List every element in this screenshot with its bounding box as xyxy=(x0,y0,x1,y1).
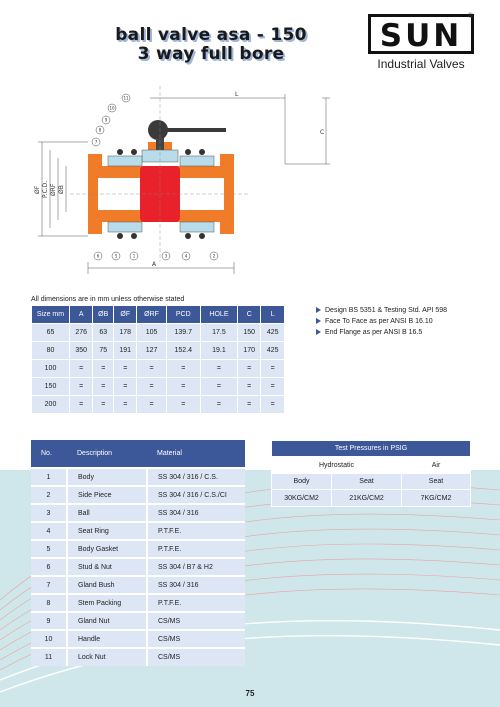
bullet-arrow-icon xyxy=(316,307,321,313)
table-cell: SS 304 / 316 xyxy=(147,576,245,594)
table-cell: = xyxy=(166,378,200,396)
table-row xyxy=(31,540,245,558)
title-line-2: 3 way full bore xyxy=(137,44,285,64)
table-cell: = xyxy=(93,360,114,378)
table-cell: 3 xyxy=(31,504,67,522)
table-cell: P.T.F.E. xyxy=(147,522,245,540)
table-cell: = xyxy=(70,378,93,396)
callout-9: 9 xyxy=(104,117,108,123)
col-rf: ØRF xyxy=(137,306,166,324)
dim-label-rf: ØRF xyxy=(50,183,57,196)
table-cell: Gland Bush xyxy=(67,576,147,594)
col-b: ØB xyxy=(93,306,114,324)
table-cell: 11 xyxy=(31,648,67,666)
table-cell: = xyxy=(166,360,200,378)
table-row xyxy=(31,594,245,612)
table-cell: = xyxy=(114,360,137,378)
table-row xyxy=(31,576,245,594)
table-cell: 178 xyxy=(114,324,137,342)
callout-6: 6 xyxy=(96,253,100,259)
table-cell: Body xyxy=(67,468,147,486)
table-cell: 8 xyxy=(31,594,67,612)
col-size: Size mm xyxy=(32,306,70,324)
list-item xyxy=(316,316,447,327)
table-row xyxy=(31,468,245,486)
table-cell: 4 xyxy=(31,522,67,540)
col-a: A xyxy=(70,306,93,324)
dimension-table xyxy=(31,305,285,414)
table-row xyxy=(31,486,245,504)
table-row xyxy=(32,342,285,360)
test-table-label-row xyxy=(272,474,471,490)
table-cell: Lock Nut xyxy=(67,648,147,666)
table-cell: = xyxy=(114,396,137,414)
table-cell: Seat Ring xyxy=(67,522,147,540)
table-cell: 150 xyxy=(238,324,261,342)
page-number: 75 xyxy=(245,689,255,698)
test-table-value-row xyxy=(272,490,471,507)
table-cell: 1 xyxy=(31,468,67,486)
table-cell: Body Gasket xyxy=(67,540,147,558)
dimensions-note: All dimensions are in mm unless otherwise stated xyxy=(31,296,185,303)
table-cell: Gland Nut xyxy=(67,612,147,630)
table-row xyxy=(32,324,285,342)
table-cell: 6 xyxy=(31,558,67,576)
dim-label-l: L xyxy=(235,91,239,98)
value-body: 30KG/CM2 xyxy=(272,490,332,507)
table-cell: Ball xyxy=(67,504,147,522)
table-cell: 9 xyxy=(31,612,67,630)
table-cell: Handle xyxy=(67,630,147,648)
table-cell: 5 xyxy=(31,540,67,558)
dim-label-b: ØB xyxy=(58,185,65,194)
table-cell: CS/MS xyxy=(147,612,245,630)
table-row xyxy=(31,504,245,522)
table-cell: 19.1 xyxy=(200,342,237,360)
test-table-title: Test Pressures in PSIG xyxy=(272,441,471,457)
dim-label-a: A xyxy=(152,261,157,268)
table-cell: = xyxy=(200,378,237,396)
title-line-1: ball valve asa - 150 xyxy=(115,25,307,45)
col-f: ØF xyxy=(114,306,137,324)
col-pcd: PCD xyxy=(166,306,200,324)
table-cell: P.T.F.E. xyxy=(147,540,245,558)
table-cell: 425 xyxy=(261,342,285,360)
callout-10: 10 xyxy=(109,105,115,111)
test-table-title-row xyxy=(272,441,471,457)
table-cell: 10 xyxy=(31,630,67,648)
col-material: Material xyxy=(147,440,245,468)
table-cell: = xyxy=(261,360,285,378)
table-row xyxy=(31,558,245,576)
design-notes xyxy=(316,305,447,338)
table-cell: 191 xyxy=(114,342,137,360)
table-cell: = xyxy=(70,396,93,414)
table-cell: = xyxy=(114,378,137,396)
dimension-table-header xyxy=(32,306,285,324)
table-row xyxy=(31,648,245,666)
table-cell: Side Piece xyxy=(67,486,147,504)
table-cell: Stud & Nut xyxy=(67,558,147,576)
note-text: End Flange as per ANSI B 16.5 xyxy=(325,329,423,336)
note-text: Design BS 5351 & Testing Std. API 598 xyxy=(325,307,448,314)
table-cell: 63 xyxy=(93,324,114,342)
table-cell: = xyxy=(137,396,166,414)
logo-frame xyxy=(368,14,474,54)
table-row xyxy=(32,378,285,396)
table-cell: 350 xyxy=(70,342,93,360)
table-cell: 2 xyxy=(31,486,67,504)
table-row xyxy=(32,360,285,378)
table-row xyxy=(31,522,245,540)
material-table-header xyxy=(31,440,245,468)
table-cell: = xyxy=(93,396,114,414)
table-cell: 100 xyxy=(32,360,70,378)
col-l: L xyxy=(261,306,285,324)
label-body: Body xyxy=(272,474,332,490)
label-air-seat: Seat xyxy=(402,474,471,490)
table-cell: = xyxy=(200,396,237,414)
dim-label-f: ØF xyxy=(34,185,41,194)
table-cell: = xyxy=(70,360,93,378)
table-cell: = xyxy=(137,378,166,396)
list-item xyxy=(316,305,447,316)
table-cell: 170 xyxy=(238,342,261,360)
table-cell: 65 xyxy=(32,324,70,342)
table-cell: SS 304 / 316 / C.S. xyxy=(147,468,245,486)
group-air: Air xyxy=(402,457,471,474)
table-cell: = xyxy=(238,360,261,378)
callout-7: 7 xyxy=(94,139,98,145)
callout-1: 1 xyxy=(132,253,136,259)
bullet-arrow-icon xyxy=(316,329,321,335)
value-hydro-seat: 21KG/CM2 xyxy=(332,490,402,507)
col-hole: HOLE xyxy=(200,306,237,324)
table-cell: = xyxy=(238,378,261,396)
group-hydrostatic: Hydrostatic xyxy=(272,457,402,474)
table-cell: SS 304 / B7 & H2 xyxy=(147,558,245,576)
test-table-group-row xyxy=(272,457,471,474)
callout-8: 8 xyxy=(98,127,102,133)
test-pressure-table xyxy=(271,440,471,507)
table-cell: 127 xyxy=(137,342,166,360)
list-item xyxy=(316,327,447,338)
table-cell: = xyxy=(238,396,261,414)
table-cell: P.T.F.E. xyxy=(147,594,245,612)
registered-mark: ® xyxy=(467,13,473,20)
table-cell: = xyxy=(261,396,285,414)
table-cell: 139.7 xyxy=(166,324,200,342)
table-cell: 150 xyxy=(32,378,70,396)
col-c: C xyxy=(238,306,261,324)
table-row xyxy=(31,630,245,648)
table-cell: 152.4 xyxy=(166,342,200,360)
callout-11: 11 xyxy=(123,95,129,101)
col-no: No. xyxy=(31,440,67,468)
table-cell: = xyxy=(93,378,114,396)
table-cell: = xyxy=(261,378,285,396)
note-text: Face To Face as per ANSI B 16.10 xyxy=(325,318,433,325)
callout-2: 2 xyxy=(212,253,216,259)
value-air-seat: 7KG/CM2 xyxy=(402,490,471,507)
table-cell: CS/MS xyxy=(147,630,245,648)
callout-5: 5 xyxy=(114,253,118,259)
company-logo xyxy=(368,14,474,76)
table-cell: CS/MS xyxy=(147,648,245,666)
col-description: Description xyxy=(67,440,147,468)
callout-4: 4 xyxy=(184,253,188,259)
dim-label-c: C xyxy=(320,129,325,136)
label-hydro-seat: Seat xyxy=(332,474,402,490)
callout-3: 3 xyxy=(164,253,168,259)
bullet-arrow-icon xyxy=(316,318,321,324)
valve-cross-section-drawing xyxy=(30,86,330,282)
material-table xyxy=(31,440,245,666)
table-cell: = xyxy=(166,396,200,414)
table-cell: Stem Packing xyxy=(67,594,147,612)
table-cell: 17.5 xyxy=(200,324,237,342)
table-cell: 276 xyxy=(70,324,93,342)
table-cell: 200 xyxy=(32,396,70,414)
logo-tagline: Industrial Valves xyxy=(377,57,465,71)
table-cell: = xyxy=(200,360,237,378)
table-cell: SS 304 / 316 / C.S./CI xyxy=(147,486,245,504)
table-cell: 425 xyxy=(261,324,285,342)
table-cell: 7 xyxy=(31,576,67,594)
table-cell: = xyxy=(137,360,166,378)
table-cell: 105 xyxy=(137,324,166,342)
table-row xyxy=(32,396,285,414)
table-cell: 75 xyxy=(93,342,114,360)
logo-name: SUN xyxy=(379,18,463,54)
dim-label-pcd: P.C.D. xyxy=(42,180,49,198)
table-cell: SS 304 / 316 xyxy=(147,504,245,522)
table-row xyxy=(31,612,245,630)
page-title xyxy=(96,26,326,64)
table-cell: 80 xyxy=(32,342,70,360)
